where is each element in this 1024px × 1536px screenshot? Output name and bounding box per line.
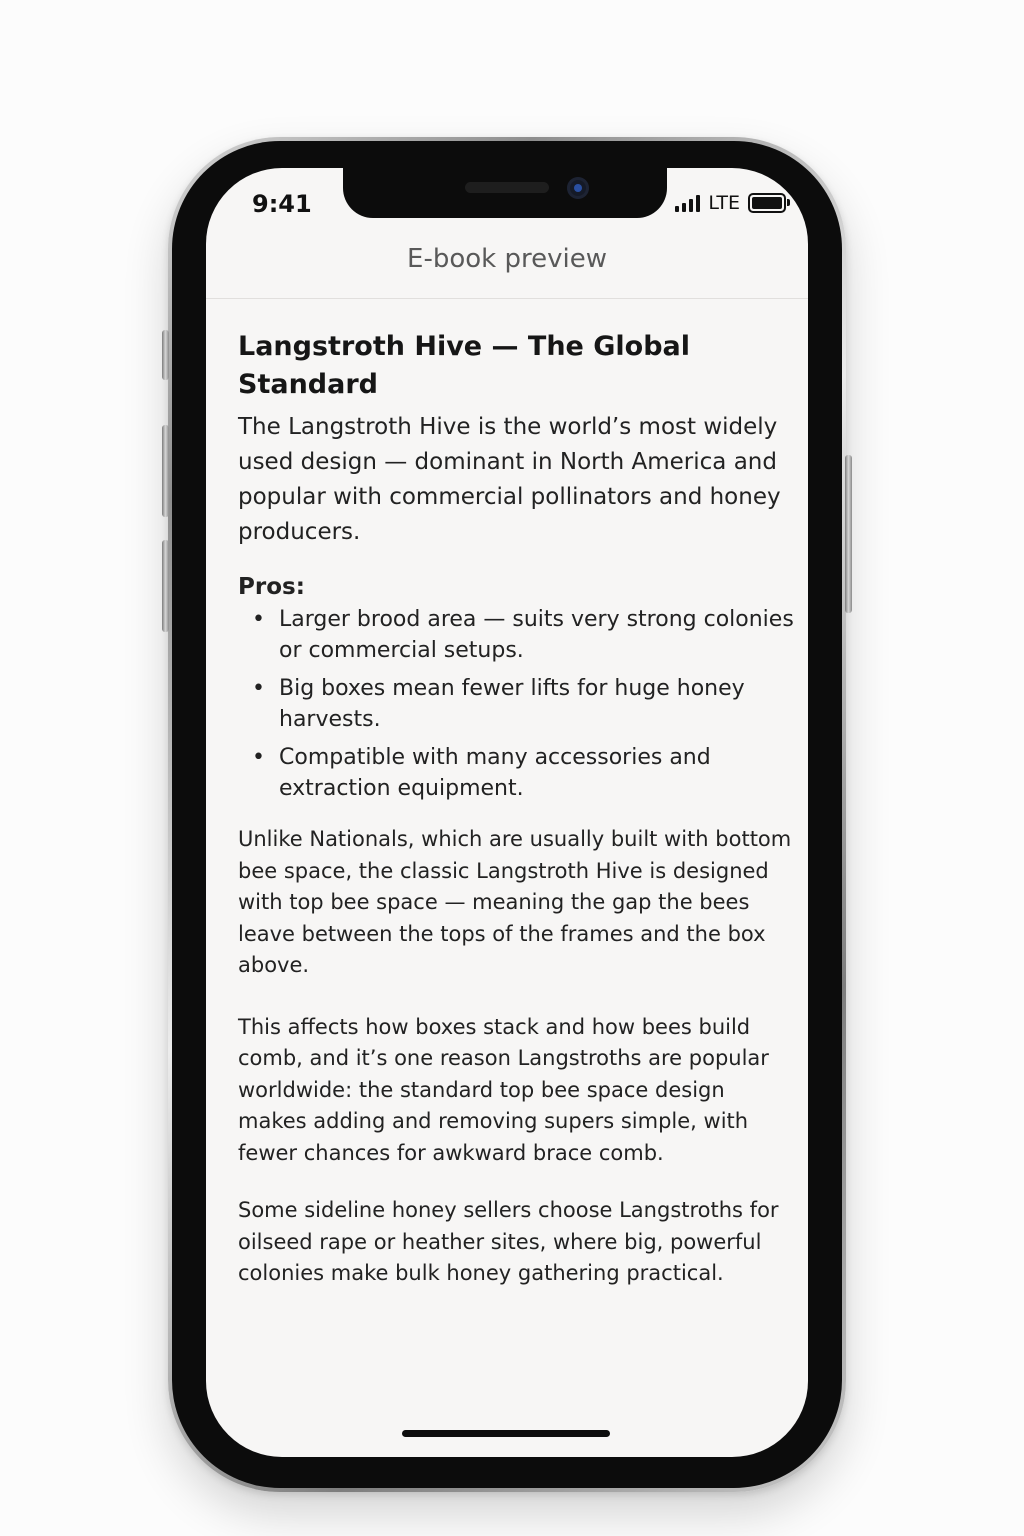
home-indicator[interactable] bbox=[402, 1430, 610, 1437]
preview-header bbox=[206, 230, 808, 299]
page-title: E-book preview bbox=[407, 244, 607, 274]
status-indicators bbox=[675, 192, 786, 214]
speaker-grille bbox=[465, 182, 549, 193]
article-paragraph: This affects how boxes stack and how bees build comb, and it’s one reason Langstroths are popular worldwide: the standard top bee space design makes adding and removing supers simple, with fewer chances for awkward brace comb. bbox=[238, 1014, 769, 1165]
pros-item: • Big boxes mean fewer lifts for huge honey harvests. bbox=[238, 673, 794, 735]
volume-up-button bbox=[162, 425, 169, 517]
article-body bbox=[238, 328, 794, 1290]
power-button bbox=[845, 455, 852, 613]
article-paragraph: Unlike Nationals, which are usually built with bottom bee space, the classic Langstroth Hive is designed with top bee space — meaning the gap the bees leave between the tops of the frames and the box above. bbox=[238, 827, 792, 977]
mute-switch bbox=[162, 330, 169, 380]
article-title: Langstroth Hive — The Global Standard bbox=[238, 331, 691, 400]
pros-heading: Pros: bbox=[238, 574, 305, 600]
network-label: LTE bbox=[708, 192, 740, 214]
battery-icon bbox=[748, 193, 786, 213]
article-intro: The Langstroth Hive is the world’s most widely used design — dominant in North America and popular with commercial pollinators and honey producers. bbox=[238, 414, 781, 545]
article-paragraph: Some sideline honey sellers choose Langstroths for oilseed rape or heather sites, where big, powerful colonies make bulk honey gathering practical. bbox=[238, 1198, 779, 1285]
pros-item: • Compatible with many accessories and extraction equipment. bbox=[238, 742, 794, 804]
camera-icon bbox=[567, 177, 589, 199]
notch bbox=[343, 166, 667, 218]
status-time: 9:41 bbox=[252, 190, 312, 218]
screen bbox=[206, 168, 808, 1457]
pros-list bbox=[238, 604, 794, 804]
volume-down-button bbox=[162, 540, 169, 632]
signal-icon bbox=[675, 194, 700, 212]
pros-item: • Larger brood area — suits very strong colonies or commercial setups. bbox=[238, 604, 794, 666]
